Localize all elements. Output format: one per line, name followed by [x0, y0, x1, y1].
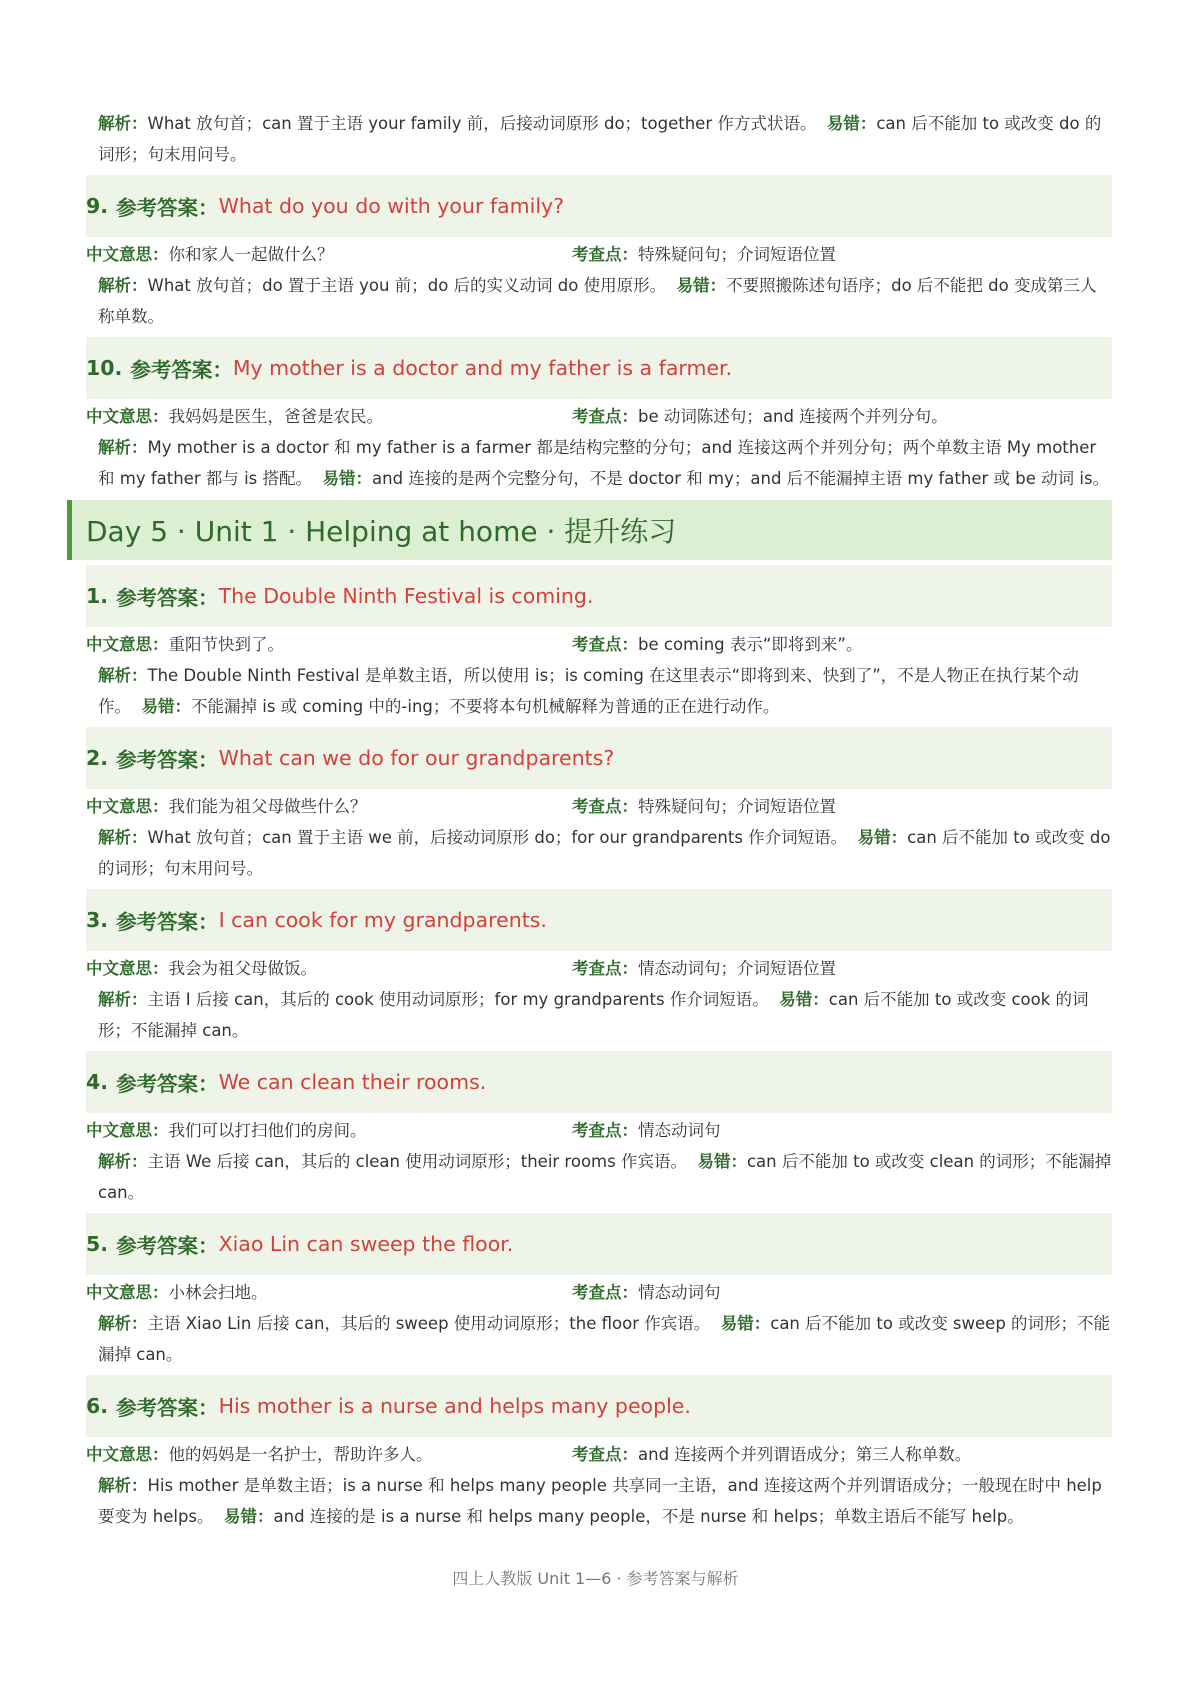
key-point [572, 796, 836, 818]
chinese-meaning-label: 中文意思： [86, 407, 169, 426]
question-item-part_b-4 [86, 1051, 1112, 1208]
key-point-text: 情态动词句 [638, 1121, 721, 1140]
question-number: 1. [86, 584, 109, 608]
key-point-label: 考查点： [572, 1445, 638, 1464]
yicuo-label: 易错： [697, 1152, 747, 1171]
question-number: 9. [86, 194, 109, 218]
yicuo-text: can 后不能加 to 或改变 clean 的词形；不能漏掉 can。 [98, 1152, 1112, 1202]
key-point-label: 考查点： [572, 407, 638, 426]
jiexi-label: 解析： [98, 1314, 148, 1333]
chinese-meaning-text: 我们能为祖父母做些什么？ [168, 797, 367, 816]
key-point-text: 情态动词句；介词短语位置 [638, 959, 836, 978]
chinese-meaning-text: 你和家人一起做什么？ [168, 245, 334, 264]
chinese-meaning-label: 中文意思： [86, 959, 169, 978]
key-point-text: be 动词陈述句；and 连接两个并列分句。 [638, 407, 948, 426]
answer-label: 参考答案： [116, 1072, 219, 1096]
explanation-paragraph [98, 1308, 1112, 1370]
yicuo-label: 易错： [857, 828, 908, 847]
key-point [572, 244, 836, 266]
question-number: 6. [86, 1394, 109, 1418]
explanation-paragraph [98, 432, 1112, 494]
section-title-text: Day 5 · Unit 1 · Helping at home · 提升练习 [86, 515, 677, 548]
chinese-meaning-text: 我妈妈是医生，爸爸是农民。 [168, 407, 383, 426]
explanation-paragraph [98, 984, 1112, 1046]
reference-answer: My mother is a doctor and my father is a farmer. [232, 356, 733, 380]
yicuo-label: 易错： [322, 469, 373, 488]
meaning-and-keypoint-row [86, 634, 1112, 656]
question-number: 2. [86, 746, 109, 770]
yicuo-label: 易错： [676, 276, 727, 295]
jiexi-text: What 放句首；can 置于主语 your family 前，后接动词原形 do；together 作方式状语。 [147, 114, 817, 133]
question-number: 4. [86, 1070, 109, 1094]
chinese-meaning [86, 244, 572, 266]
question-answer-header [86, 1051, 1112, 1113]
question-list-part-b [86, 565, 1112, 1532]
reference-answer: What do you do with your family? [218, 194, 565, 218]
question-item-part_b-3 [86, 889, 1112, 1046]
key-point [572, 1444, 971, 1466]
answer-label: 参考答案： [116, 196, 219, 220]
chinese-meaning [86, 796, 572, 818]
jiexi-text: My mother is a doctor 和 my father is a farmer 都是结构完整的分句；and 连接这两个并列分句；两个单数主语 My mother 和 my father 都与 is 搭配。 [98, 438, 1097, 488]
yicuo-text: and 连接的是两个完整分句，不是 doctor 和 my；and 后不能漏掉主语 my father 或 be 动词 is。 [372, 469, 1110, 488]
page-footer: 四上人教版 Unit 1—6 · 参考答案与解析 [452, 1569, 739, 1588]
explanation-paragraph [98, 1470, 1112, 1532]
jiexi-text: 主语 Xiao Lin 后接 can，其后的 sweep 使用动词原形；the floor 作宾语。 [147, 1314, 711, 1333]
key-point-label: 考查点： [572, 959, 638, 978]
key-point-label: 考查点： [572, 245, 638, 264]
reference-answer: We can clean their rooms. [218, 1070, 487, 1094]
explanation-paragraph [98, 660, 1112, 722]
section-title-day5 [67, 500, 1112, 560]
question-answer-header [86, 727, 1112, 789]
jiexi-label: 解析： [98, 438, 148, 457]
key-point-label: 考查点： [572, 1121, 638, 1140]
question-item-part_a-1 [86, 175, 1112, 332]
chinese-meaning-label: 中文意思： [86, 245, 169, 264]
key-point-label: 考查点： [572, 797, 638, 816]
question-item-part_b-6 [86, 1375, 1112, 1532]
yicuo-text: can 后不能加 to 或改变 do 的词形；句末用问号。 [98, 828, 1111, 878]
chinese-meaning [86, 634, 572, 656]
chinese-meaning-label: 中文意思： [86, 1445, 169, 1464]
chinese-meaning-text: 我们可以打扫他们的房间。 [168, 1121, 367, 1140]
jiexi-label: 解析： [98, 1476, 148, 1495]
question-answer-header [86, 337, 1112, 399]
question-item-part_b-1 [86, 565, 1112, 722]
answer-label: 参考答案： [116, 586, 219, 610]
question-number: 5. [86, 1232, 109, 1256]
answer-label: 参考答案： [116, 1234, 219, 1258]
key-point-text: and 连接两个并列谓语成分；第三人称单数。 [638, 1445, 972, 1464]
question-number: 10. [86, 356, 123, 380]
section-accent-bar [67, 500, 72, 560]
key-point-label: 考查点： [572, 635, 638, 654]
reference-answer: What can we do for our grandparents? [218, 746, 615, 770]
jiexi-label: 解析： [98, 114, 148, 133]
chinese-meaning-text: 小林会扫地。 [168, 1283, 268, 1302]
reference-answer: Xiao Lin can sweep the floor. [218, 1232, 514, 1256]
yicuo-label: 易错： [826, 114, 877, 133]
meaning-and-keypoint-row [86, 244, 1112, 266]
jiexi-label: 解析： [98, 990, 148, 1009]
question-list-part-a [86, 175, 1112, 494]
question-item-part_b-2 [86, 727, 1112, 884]
key-point-text: 特殊疑问句；介词短语位置 [638, 797, 836, 816]
yicuo-label: 易错： [141, 697, 191, 716]
question-item-part_a-2 [86, 337, 1112, 494]
yicuo-text: and 连接的是 is a nurse 和 helps many people，不是 nurse 和 helps；单数主语后不能写 help。 [273, 1507, 1024, 1526]
chinese-meaning-label: 中文意思： [86, 1121, 169, 1140]
previous-explanation-tail [98, 108, 1112, 170]
chinese-meaning-label: 中文意思： [86, 797, 169, 816]
chinese-meaning [86, 406, 572, 428]
jiexi-text: 主语 We 后接 can，其后的 clean 使用动词原形；their rooms 作宾语。 [147, 1152, 687, 1171]
question-answer-header [86, 1213, 1112, 1275]
meaning-and-keypoint-row [86, 406, 1112, 428]
key-point [572, 634, 862, 656]
chinese-meaning-text: 重阳节快到了。 [168, 635, 284, 654]
chinese-meaning-label: 中文意思： [86, 1283, 169, 1302]
yicuo-text: can 后不能加 to 或改变 do 的词形；句末用问号。 [98, 114, 1102, 164]
meaning-and-keypoint-row [86, 1282, 1112, 1304]
key-point [572, 958, 836, 980]
question-answer-header [86, 889, 1112, 951]
key-point [572, 406, 948, 428]
jiexi-text: 主语 I 后接 can，其后的 cook 使用动词原形；for my grandparents 作介词短语。 [147, 990, 769, 1009]
chinese-meaning-text: 我会为祖父母做饭。 [168, 959, 317, 978]
key-point-text: 特殊疑问句；介词短语位置 [638, 245, 836, 264]
yicuo-text: 不能漏掉 is 或 coming 中的-ing；不要将本句机械解释为普通的正在进行动作。 [191, 697, 780, 716]
question-answer-header [86, 565, 1112, 627]
meaning-and-keypoint-row [86, 796, 1112, 818]
reference-answer: I can cook for my grandparents. [218, 908, 547, 932]
meaning-and-keypoint-row [86, 958, 1112, 980]
key-point [572, 1120, 721, 1142]
reference-answer: His mother is a nurse and helps many people. [218, 1394, 691, 1418]
key-point-label: 考查点： [572, 1283, 638, 1302]
jiexi-text: What 放句首；can 置于主语 we 前，后接动词原形 do；for our grandparents 作介词短语。 [147, 828, 848, 847]
key-point-text: be coming 表示“即将到来”。 [638, 635, 863, 654]
yicuo-text: can 后不能加 to 或改变 sweep 的词形；不能漏掉 can。 [98, 1314, 1111, 1364]
yicuo-label: 易错： [779, 990, 829, 1009]
jiexi-text: What 放句首；do 置于主语 you 前；do 后的实义动词 do 使用原形。 [147, 276, 667, 295]
answer-label: 参考答案： [116, 910, 219, 934]
jiexi-label: 解析： [98, 828, 148, 847]
question-answer-header [86, 175, 1112, 237]
chinese-meaning [86, 1444, 572, 1466]
meaning-and-keypoint-row [86, 1444, 1112, 1466]
question-item-part_b-5 [86, 1213, 1112, 1370]
answer-label: 参考答案： [116, 748, 219, 772]
yicuo-label: 易错： [720, 1314, 771, 1333]
reference-answer: The Double Ninth Festival is coming. [218, 584, 594, 608]
meaning-and-keypoint-row [86, 1120, 1112, 1142]
jiexi-label: 解析： [98, 1152, 148, 1171]
answer-content [86, 108, 1112, 1532]
explanation-paragraph [98, 822, 1112, 884]
explanation-paragraph [98, 270, 1112, 332]
key-point-text: 情态动词句 [638, 1283, 721, 1302]
key-point [572, 1282, 721, 1304]
chinese-meaning [86, 958, 572, 980]
jiexi-label: 解析： [98, 276, 148, 295]
chinese-meaning [86, 1282, 572, 1304]
chinese-meaning-label: 中文意思： [86, 635, 169, 654]
explanation-paragraph [98, 1146, 1112, 1208]
yicuo-text: can 后不能加 to 或改变 cook 的词形；不能漏掉 can。 [98, 990, 1089, 1040]
question-answer-header [86, 1375, 1112, 1437]
jiexi-label: 解析： [98, 666, 148, 685]
answer-label: 参考答案： [116, 1396, 219, 1420]
answer-label: 参考答案： [130, 358, 233, 382]
chinese-meaning-text: 他的妈妈是一名护士，帮助许多人。 [168, 1445, 433, 1464]
chinese-meaning [86, 1120, 572, 1142]
jiexi-text: His mother 是单数主语；is a nurse 和 helps many people 共享同一主语，and 连接这两个并列谓语成分；一般现在时中 help 要变为 helps。 [98, 1476, 1102, 1526]
yicuo-label: 易错： [224, 1507, 274, 1526]
question-number: 3. [86, 908, 109, 932]
yicuo-text: 不要照搬陈述句语序；do 后不能把 do 变成第三人称单数。 [98, 276, 1097, 326]
jiexi-text: The Double Ninth Festival 是单数主语，所以使用 is；is coming 在这里表示“即将到来、快到了”，不是人物正在执行某个动作。 [98, 666, 1079, 716]
